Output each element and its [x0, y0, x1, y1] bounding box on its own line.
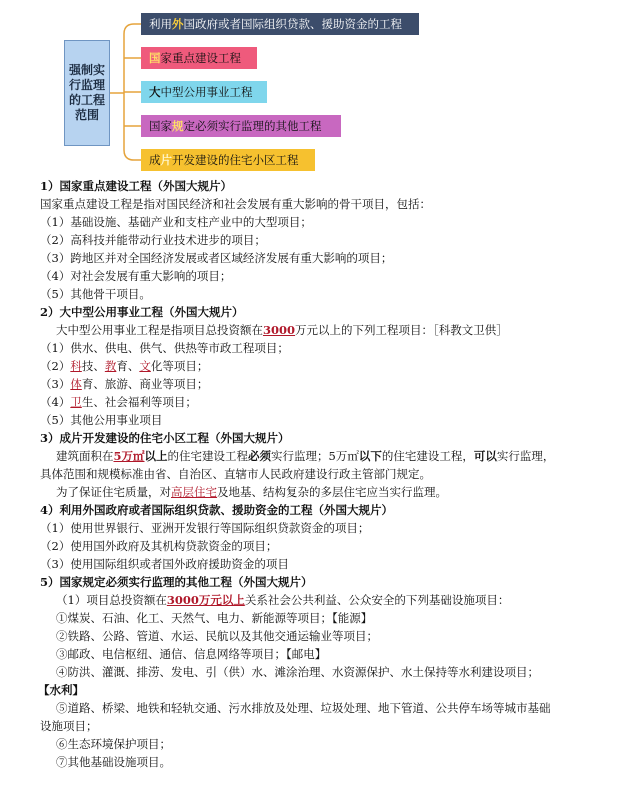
branch-public-utility: 大中型公用事业工程 — [141, 81, 267, 103]
list-item: ①煤炭、石油、化工、天然气、电力、新能源等项目；【能源】 — [56, 611, 373, 625]
list-item: ②铁路、公路、管道、水运、民航以及其他交通运输业等项目； — [56, 629, 378, 643]
section-3-para-2: 为了保证住宅质量，对高层住宅及地基、结构复杂的多层住宅应当实行监理。 — [56, 485, 447, 499]
list-item: ⑤道路、桥梁、地铁和轻轨交通、污水排放及处理、垃圾处理、地下管道、公共停车场等城市基础 — [56, 701, 551, 715]
list-item: （4）卫生、社会福利等项目； — [40, 395, 197, 409]
list-item: （2）高科技并能带动行业技术进步的项目； — [40, 233, 266, 247]
list-item: （1）基础设施、基础产业和支柱产业中的大型项目； — [40, 215, 312, 229]
list-item-tag: 【水利】 — [38, 683, 84, 697]
section-2-intro: 大中型公用事业工程是指项目总投资额在3000万元以上的下列工程项目：［科教文卫供］ — [56, 323, 508, 337]
list-item: ⑦其他基础设施项目。 — [56, 755, 171, 769]
list-item: （1）供水、供电、供气、供热等市政工程项目； — [40, 341, 289, 355]
section-3-para-1: 建筑面积在5万㎡以上的住宅建设工程必须实行监理；5万㎡以下的住宅建设工程，可以实行监理， — [56, 449, 555, 463]
list-item: （3）跨地区并对全国经济发展或者区域经济发展有重大影响的项目； — [40, 251, 393, 265]
list-item: ⑥生态环境保护项目； — [56, 737, 171, 751]
list-item: （2）使用国外政府及其机构贷款资金的项目； — [40, 539, 278, 553]
list-item: （5）其他骨干项目。 — [40, 287, 151, 301]
section-3-title: 3）成片开发建设的住宅小区工程（外国大规片） — [40, 431, 290, 445]
list-item: （4）对社会发展有重大影响的项目； — [40, 269, 232, 283]
branch-residential: 成片开发建设的住宅小区工程 — [141, 149, 315, 171]
section-5-title: 5）国家规定必须实行监理的其他工程（外国大规片） — [40, 575, 313, 589]
list-item: ③邮政、电信枢纽、通信、信息网络等项目；【邮电】 — [56, 647, 327, 661]
section-1-intro: 国家重点建设工程是指对国民经济和社会发展有重大影响的骨干项目，包括： — [40, 197, 431, 211]
branch-national-key: 国家重点建设工程 — [141, 47, 257, 69]
section-4-title: 4）利用外国政府或者国际组织贷款、援助资金的工程（外国大规片） — [40, 503, 393, 517]
list-item: （5）其他公用事业项目 — [40, 413, 163, 427]
branch-national-other: 国家规定必须实行监理的其他工程 — [141, 115, 341, 137]
section-3-para-1-cont: 具体范围和规模标准由省、自治区、直辖市人民政府建设行政主管部门规定。 — [40, 467, 431, 481]
mind-map — [0, 0, 642, 178]
section-5-intro: （1）项目总投资额在3000万元以上关系社会公共利益、公众安全的下列基础设施项目： — [56, 593, 510, 607]
list-item: （1）使用世界银行、亚洲开发银行等国际组织贷款资金的项目； — [40, 521, 370, 535]
list-item: （3）体育、旅游、商业等项目； — [40, 377, 209, 391]
list-item: ④防洪、灌溉、排涝、发电、引（供）水、滩涂治理、水资源保护、水土保持等水利建设项目； — [56, 665, 539, 679]
mind-map-root: 强制实行监理的工程范围 — [64, 40, 110, 146]
branch-foreign-loan: 利用外国政府或者国际组织贷款、援助资金的工程 — [141, 13, 419, 35]
list-item: （3）使用国际组织或者国外政府援助资金的项目 — [40, 557, 289, 571]
section-1-title: 1）国家重点建设工程（外国大规片） — [40, 179, 232, 193]
section-2-title: 2）大中型公用事业工程（外国大规片） — [40, 305, 244, 319]
list-item: （2）科技、教育、文化等项目； — [40, 359, 209, 373]
list-item-cont: 设施项目； — [40, 719, 98, 733]
